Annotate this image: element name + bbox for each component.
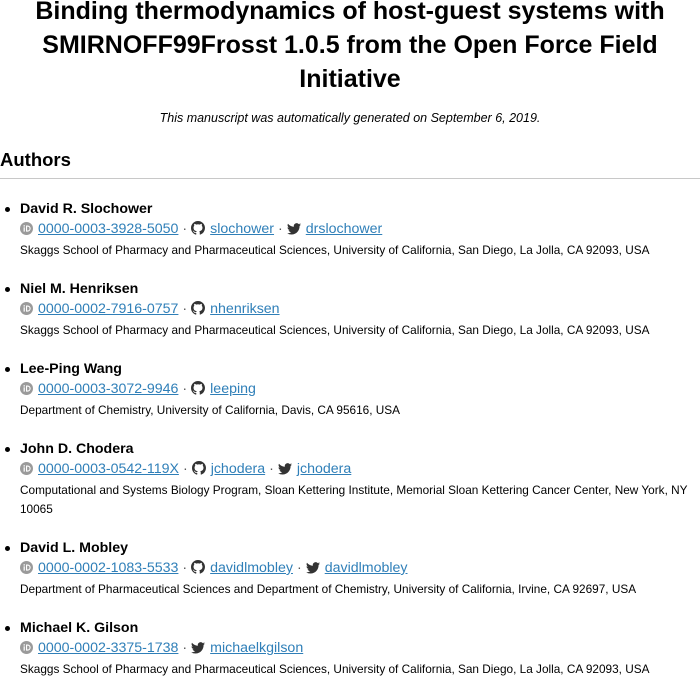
list-bullet bbox=[5, 546, 10, 551]
author-item bbox=[0, 539, 700, 599]
orcid-link[interactable]: 0000-0002-3375-1738 bbox=[38, 640, 179, 656]
author-item bbox=[0, 280, 700, 340]
github-link[interactable]: nhenriksen bbox=[210, 301, 280, 317]
author-identifiers bbox=[20, 379, 700, 401]
author-affiliation: Skaggs School of Pharmacy and Pharmaceutical Sciences, University of California, San Diego, La Jolla, CA 92093, USA bbox=[20, 323, 650, 337]
orcid-icon bbox=[20, 381, 33, 401]
github-icon bbox=[191, 221, 205, 241]
orcid-icon bbox=[20, 221, 33, 241]
separator-dot: · bbox=[278, 221, 283, 237]
orcid-link[interactable]: 0000-0002-1083-5533 bbox=[38, 560, 179, 576]
orcid-link[interactable]: 0000-0003-0542-119X bbox=[38, 461, 179, 477]
orcid-link[interactable]: 0000-0002-7916-0757 bbox=[38, 301, 179, 317]
github-icon bbox=[192, 461, 206, 481]
author-affiliation: Department of Chemistry, University of California, Davis, CA 95616, USA bbox=[20, 403, 401, 417]
github-icon bbox=[191, 381, 205, 401]
author-name: Niel M. Henriksen bbox=[20, 281, 139, 297]
author-item bbox=[0, 200, 700, 260]
generated-note: This manuscript was automatically generated on September 6, 2019. bbox=[159, 111, 541, 125]
twitter-link[interactable]: michaelkgilson bbox=[210, 640, 304, 656]
author-affiliation: Computational and Systems Biology Program, Sloan Kettering Institute, Memorial Sloan Kettering Cancer Center, New York, NY 10065 bbox=[20, 483, 688, 516]
author-identifiers bbox=[20, 558, 700, 580]
author-identifiers bbox=[20, 299, 700, 321]
github-icon bbox=[191, 301, 205, 321]
author-name: Lee-Ping Wang bbox=[20, 361, 122, 377]
page-title: Binding thermodynamics of host-guest systems with SMIRNOFF99Frosst 1.0.5 from the Open Force Field Initiative bbox=[35, 0, 665, 93]
author-list bbox=[0, 200, 700, 679]
author-identifiers bbox=[20, 638, 700, 660]
github-link[interactable]: davidlmobley bbox=[210, 560, 293, 576]
separator-dot: · bbox=[269, 461, 274, 477]
twitter-icon bbox=[306, 560, 320, 580]
separator-dot: · bbox=[182, 640, 188, 656]
separator-dot: · bbox=[182, 461, 188, 477]
list-bullet bbox=[5, 287, 10, 292]
list-bullet bbox=[5, 207, 10, 212]
orcid-icon bbox=[20, 560, 33, 580]
orcid-link[interactable]: 0000-0003-3928-5050 bbox=[38, 221, 179, 237]
github-link[interactable]: jchodera bbox=[210, 461, 266, 477]
list-bullet bbox=[5, 367, 10, 372]
separator-dot: · bbox=[182, 560, 188, 576]
author-affiliation: Skaggs School of Pharmacy and Pharmaceutical Sciences, University of California, San Diego, La Jolla, CA 92093, USA bbox=[20, 243, 650, 257]
author-item bbox=[0, 619, 700, 679]
github-link[interactable]: slochower bbox=[210, 221, 275, 237]
github-link[interactable]: leeping bbox=[210, 381, 256, 397]
twitter-link[interactable]: jchodera bbox=[296, 461, 352, 477]
author-identifiers bbox=[20, 459, 700, 481]
separator-dot: · bbox=[182, 221, 188, 237]
github-icon bbox=[191, 560, 205, 580]
separator-dot: · bbox=[182, 301, 188, 317]
author-affiliation: Department of Pharmaceutical Sciences and Department of Chemistry, University of California, Irvine, CA 92697, USA bbox=[20, 582, 637, 596]
orcid-icon bbox=[20, 640, 33, 660]
authors-heading: Authors bbox=[0, 126, 700, 179]
list-bullet bbox=[5, 626, 10, 631]
author-name: David L. Mobley bbox=[20, 540, 128, 556]
author-name: John D. Chodera bbox=[20, 441, 134, 457]
author-affiliation: Skaggs School of Pharmacy and Pharmaceutical Sciences, University of California, San Diego, La Jolla, CA 92093, USA bbox=[20, 662, 650, 676]
author-item bbox=[0, 440, 700, 519]
orcid-icon bbox=[20, 461, 33, 481]
twitter-icon bbox=[287, 221, 301, 241]
twitter-icon bbox=[191, 640, 205, 660]
author-name: David R. Slochower bbox=[20, 201, 153, 217]
author-name: Michael K. Gilson bbox=[20, 620, 139, 636]
twitter-icon bbox=[278, 461, 292, 481]
orcid-link[interactable]: 0000-0003-3072-9946 bbox=[38, 381, 179, 397]
twitter-link[interactable]: davidlmobley bbox=[324, 560, 408, 576]
twitter-link[interactable]: drslochower bbox=[305, 221, 383, 237]
list-bullet bbox=[5, 447, 10, 452]
separator-dot: · bbox=[182, 381, 188, 397]
author-identifiers bbox=[20, 219, 700, 241]
author-item bbox=[0, 360, 700, 420]
separator-dot: · bbox=[296, 560, 302, 576]
orcid-icon bbox=[20, 301, 33, 321]
